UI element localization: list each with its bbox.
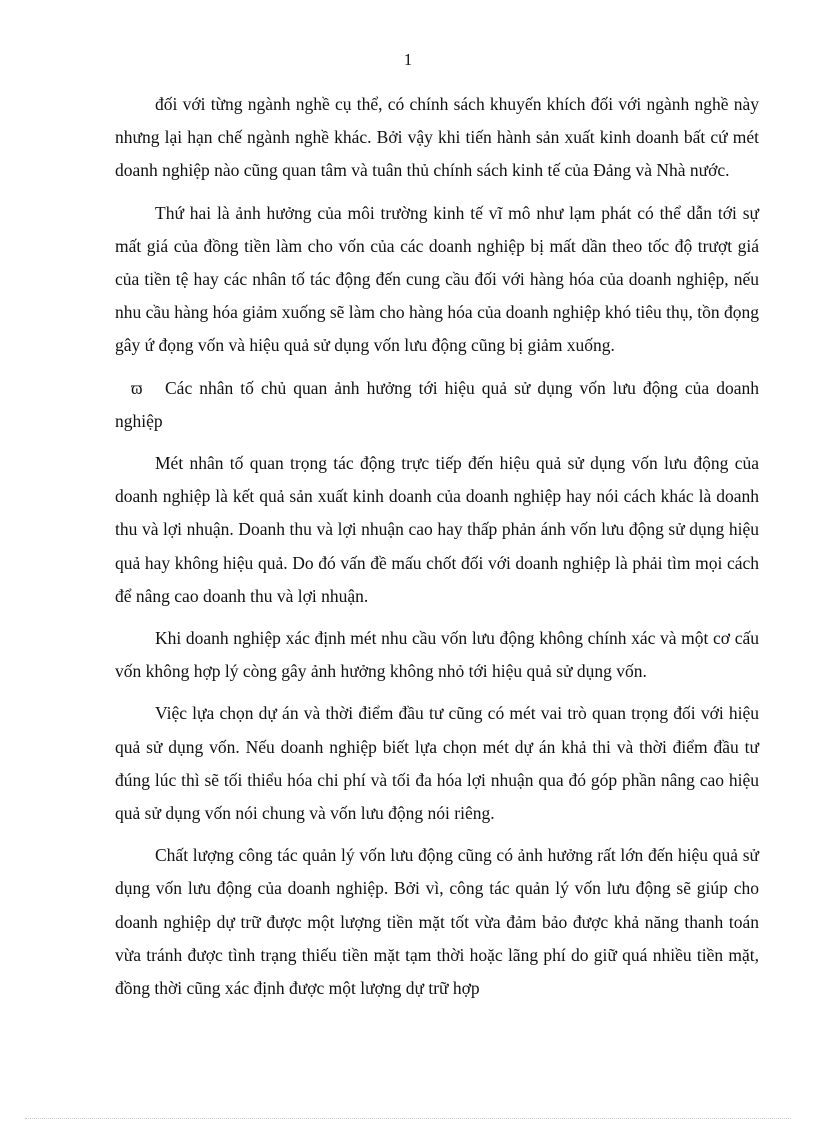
page-bottom-divider xyxy=(25,1118,791,1119)
page-number: 1 xyxy=(403,50,413,69)
paragraph-project-selection: Việc lựa chọn dự án và thời điểm đầu tư cũng có mét vai trò quan trọng đối với hiệu quả sử dụng vốn. Nếu doanh nghiệp biết lựa chọn mét dự án khả thi và thời điểm đầu tư đúng lúc thì sẽ tối thiểu hóa chi phí và tối đa hóa lợi nhuận qua đó góp phần nâng cao hiệu quả sử dụng vốn nói chung và vốn lưu động nói riêng. xyxy=(115,703,759,824)
subjective-factors-heading-text: Các nhân tố chủ quan ảnh hưởng tới hiệu quả sử dụng vốn lưu động của doanh nghiệp xyxy=(115,377,759,431)
subjective-factors-heading xyxy=(115,372,759,438)
paragraph-policy: đối với từng ngành nghề cụ thể, có chính sách khuyến khích đối với ngành nghề này nhưng lại hạn chế ngành nghề khác. Bởi vậy khi tiến hành sản xuất kinh doanh bất cứ mét doanh nghiệp nào cũng quan tâm và tuân thủ chính sách kinh tế của Đảng và Nhà nước. xyxy=(115,94,759,181)
bullet-symbol-icon: ϖ xyxy=(131,377,143,398)
paragraph-management-quality: Chất lượng công tác quản lý vốn lưu động cũng có ảnh hưởng rất lớn đến hiệu quả sử dụng vốn lưu động của doanh nghiệp. Bởi vì, công tác quản lý vốn lưu động sẽ giúp cho doanh nghiệp dự trữ được một lượng tiền mặt tốt vừa đảm bảo được khả năng thanh toán vừa tránh được tình trạng thiếu tiền mặt tạm thời hoặc lãng phí do giữ quá nhiều tiền mặt, đồng thời cũng xác định được một lượng dự trữ hợp xyxy=(115,845,759,999)
paragraph-capital-needs: Khi doanh nghiệp xác định mét nhu cầu vốn lưu động không chính xác và một cơ cấu vốn không hợp lý còng gây ảnh hưởng không nhỏ tới hiệu quả sử dụng vốn. xyxy=(115,628,759,682)
paragraph-macro-environment: Thứ hai là ảnh hưởng của môi trường kinh tế vĩ mô như lạm phát có thể dẫn tới sự mất giá của đồng tiền làm cho vốn của các doanh nghiệp bị mất dần theo tốc độ trượt giá của tiền tệ hay các nhân tố tác động đến cung cầu đối với hàng hóa của doanh nghiệp, nếu nhu cầu hàng hóa giảm xuống sẽ làm cho hàng hóa của doanh nghiệp khó tiêu thụ, tồn đọng gây ứ đọng vốn và hiệu quả sử dụng vốn lưu động cũng bị giảm xuống. xyxy=(115,202,759,356)
paragraph-revenue-profit: Mét nhân tố quan trọng tác động trực tiếp đến hiệu quả sử dụng vốn lưu động của doanh nghiệp là kết quả sản xuất kinh doanh của doanh nghiệp hay nói cách khác là doanh thu và lợi nhuận. Doanh thu và lợi nhuận cao hay thấp phản ánh vốn lưu động sử dụng hiệu quả hay không hiệu quả. Do đó vấn đề mấu chốt đối với doanh nghiệp là phải tìm mọi cách để nâng cao doanh thu và lợi nhuận. xyxy=(115,453,759,606)
document-body xyxy=(115,88,759,1014)
